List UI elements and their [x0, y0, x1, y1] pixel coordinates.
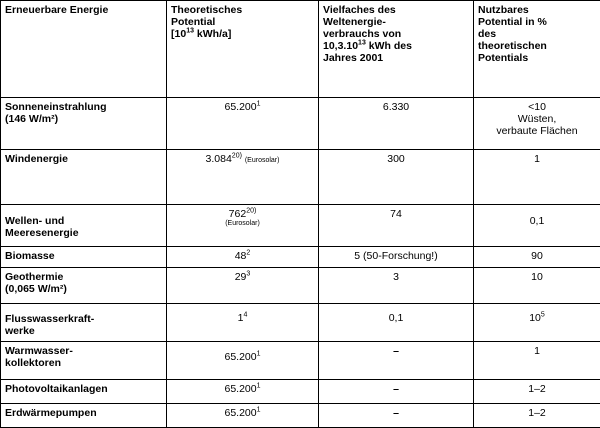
row-potential: 65.200$^1$: [167, 380, 319, 404]
row-potential: 65.200$^1$: [167, 404, 319, 428]
row-usable: 1: [474, 150, 600, 205]
row-multiple: 6.330: [319, 98, 474, 150]
row-name: Windenergie: [1, 150, 167, 205]
row-name: Warmwasser- kollektoren: [1, 342, 167, 380]
row-potential: $48^2$: [167, 247, 319, 268]
row-usable: $10^5$: [474, 304, 600, 342]
row-name: Photovoltaikanlagen: [1, 380, 167, 404]
table-row: [1, 268, 600, 304]
row-multiple: 5 (50-Forschung!): [319, 247, 474, 268]
table-row: [1, 205, 600, 247]
row-usable: 1–2: [474, 404, 600, 428]
table-row: [1, 380, 600, 404]
row-name: Erdwärmepumpen: [1, 404, 167, 428]
table-row: [1, 247, 600, 268]
row-potential: $1^4$: [167, 304, 319, 342]
row-usable: 0,1: [474, 205, 600, 247]
row-potential: 3.084$^{20)}$ (Eurosolar): [167, 150, 319, 205]
row-usable: 10: [474, 268, 600, 304]
header-usable-potential: Nutzbares Potential in % des theoretischen Potentials: [474, 1, 600, 98]
row-multiple: 300: [319, 150, 474, 205]
row-multiple: –: [319, 380, 474, 404]
header-theoretical-potential: Theoretisches Potential [$10^{13}$ kWh/a]: [167, 1, 319, 98]
row-usable: <10 Wüsten, verbaute Flächen: [474, 98, 600, 150]
row-multiple: –: [319, 404, 474, 428]
row-multiple: –: [319, 342, 474, 380]
row-potential: $29^3$: [167, 268, 319, 304]
table-row: [1, 304, 600, 342]
row-multiple: 74: [319, 205, 474, 247]
row-usable: 1: [474, 342, 600, 380]
row-name: Biomasse: [1, 247, 167, 268]
row-multiple: 3: [319, 268, 474, 304]
header-multiple-of-consumption: Vielfaches des Weltenergie- verbrauchs von 10,3.10$^{13}$ kWh des Jahres 2001: [319, 1, 474, 98]
table-row: [1, 150, 600, 205]
table-row: [1, 342, 600, 380]
row-name: Wellen- und Meeresenergie: [1, 205, 167, 247]
row-name: Flusswasserkraft- werke: [1, 304, 167, 342]
row-usable: 1–2: [474, 380, 600, 404]
row-multiple: 0,1: [319, 304, 474, 342]
row-name: Geothermie (0,065 W/m²): [1, 268, 167, 304]
row-name: Sonneneinstrahlung (146 W/m²): [1, 98, 167, 150]
header-renewable-energy: Erneuerbare Energie: [1, 1, 167, 98]
table-row: [1, 98, 600, 150]
table-header-row: [1, 1, 600, 98]
row-usable: 90: [474, 247, 600, 268]
row-potential: 65.200$^1$: [167, 98, 319, 150]
table-row: [1, 404, 600, 428]
row-potential: 762$^{20)}$ (Eurosolar): [167, 205, 319, 247]
row-potential: 65.200$^1$: [167, 342, 319, 380]
